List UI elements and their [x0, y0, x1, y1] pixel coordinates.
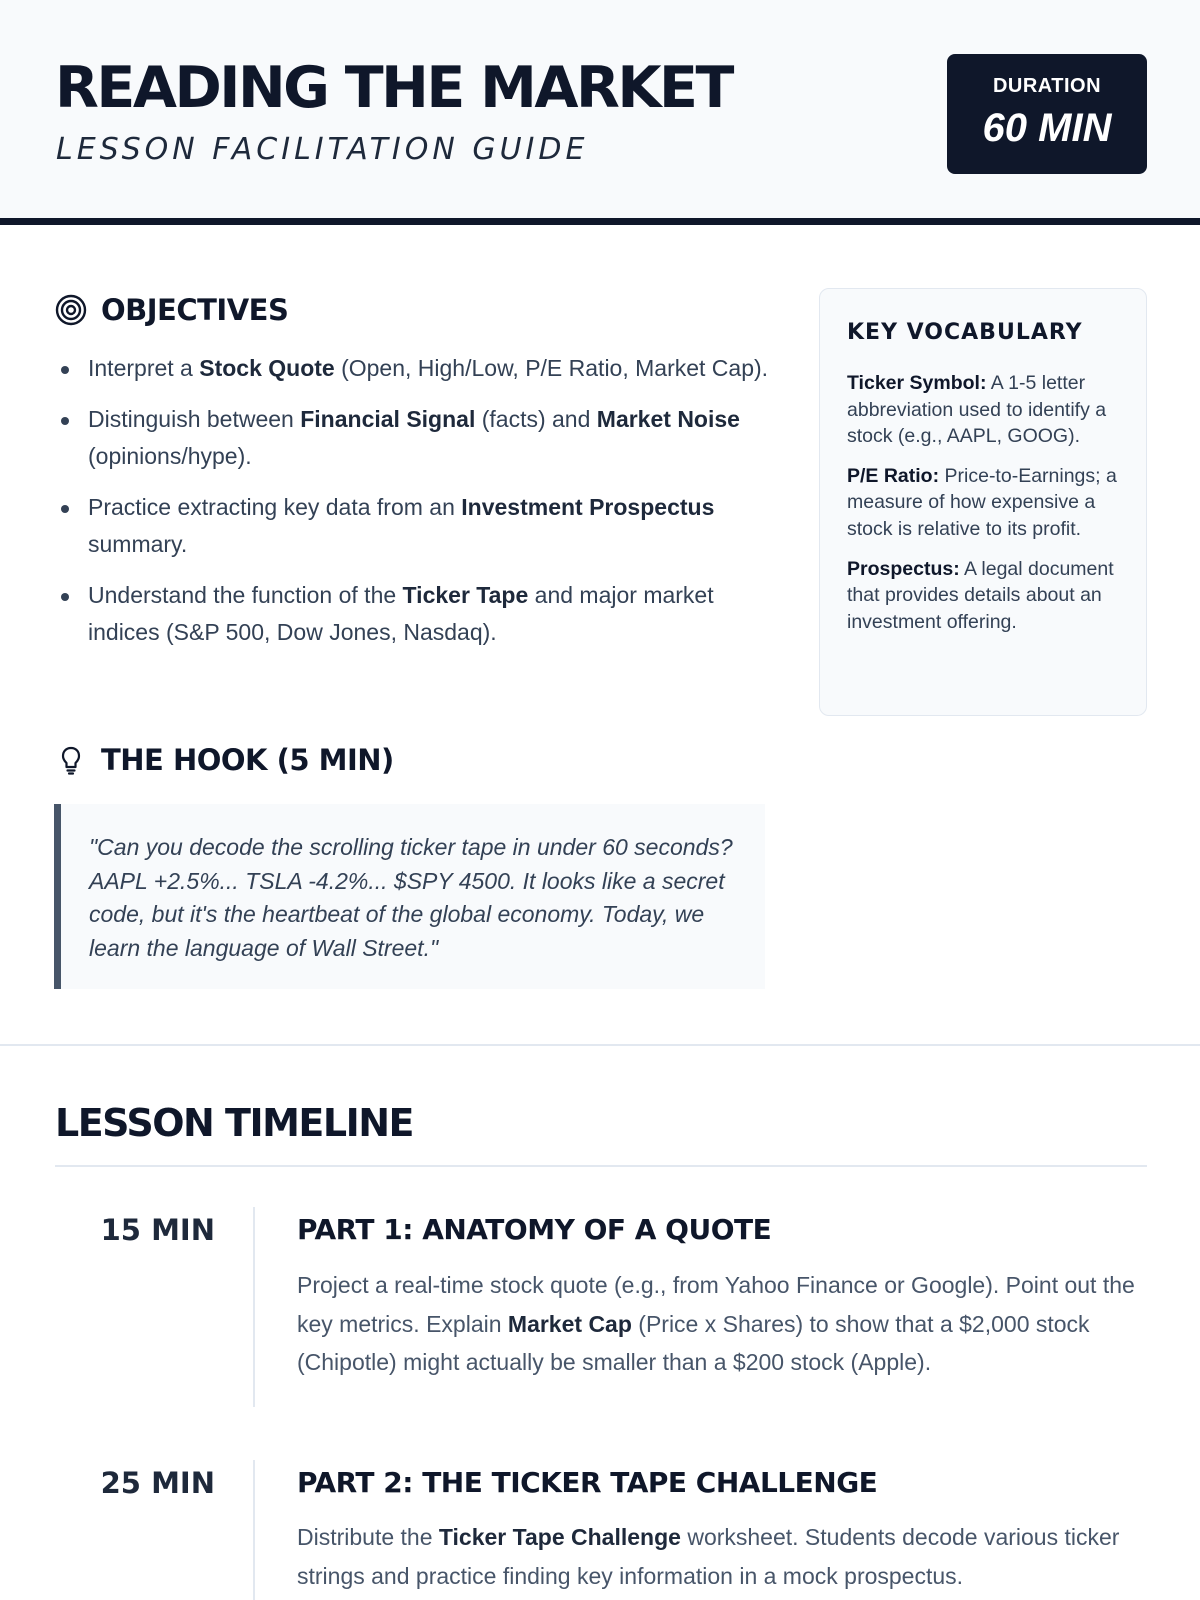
lightbulb-icon	[55, 744, 87, 776]
vocabulary-item	[847, 463, 1127, 543]
timeline-line	[253, 1460, 255, 1600]
objective-item	[55, 577, 775, 651]
timeline-line	[253, 1207, 255, 1407]
page-subtitle: LESSON FACILITATION GUIDE	[56, 132, 589, 167]
objectives-list	[55, 350, 775, 665]
section-divider	[0, 1044, 1200, 1046]
text-run: Understand the function of the	[88, 582, 403, 608]
hook-heading-label: THE HOOK (5 MIN)	[101, 743, 394, 777]
vocabulary-definition: A legal document that provides details about an investment offering.	[847, 557, 1114, 633]
timeline-time: 15 MIN	[100, 1213, 215, 1247]
vocabulary-item	[847, 370, 1127, 450]
objectives-heading-label: OBJECTIVES	[101, 293, 289, 327]
timeline-title: PART 2: THE TICKER TAPE CHALLENGE	[297, 1466, 878, 1499]
vocabulary-term: P/E Ratio:	[847, 464, 940, 487]
vocabulary-list	[847, 370, 1127, 648]
bold-term: Financial Signal	[300, 406, 476, 432]
bold-term: Investment Prospectus	[461, 494, 715, 520]
objective-item	[55, 350, 775, 387]
text-run: Interpret a	[88, 355, 200, 381]
vocabulary-card	[819, 288, 1147, 716]
vocabulary-definition: A 1-5 letter abbreviation used to identify a stock (e.g., AAPL, GOOG).	[847, 372, 1107, 448]
objective-item	[55, 401, 775, 475]
bold-term: Ticker Tape	[402, 582, 529, 608]
text-run: (Price x Shares) to show that a $2,000 stock (Chipotle) might actually be smaller than a $200 stock (Apple).	[297, 1310, 1090, 1375]
text-run: (facts) and	[475, 406, 597, 432]
hook-heading	[55, 742, 394, 778]
duration-label: DURATION	[992, 75, 1102, 97]
page-title: READING THE MARKET	[55, 55, 732, 121]
text-run: Project a real-time stock quote (e.g., from Yahoo Finance or Google). Point out the key metrics. Explain	[297, 1272, 1135, 1337]
page-header	[0, 0, 1200, 225]
text-run: worksheet. Students decode various ticker strings and practice finding key information in a mock prospectus.	[297, 1524, 1120, 1589]
vocabulary-term: Prospectus:	[847, 557, 960, 580]
objective-item	[55, 489, 775, 563]
vocabulary-heading: KEY VOCABULARY	[847, 320, 1083, 345]
text-run: Distinguish between	[88, 406, 301, 432]
vocabulary-term: Ticker Symbol:	[847, 372, 987, 394]
timeline-rule	[55, 1165, 1147, 1167]
timeline-title: PART 1: ANATOMY OF A QUOTE	[297, 1213, 772, 1246]
objectives-heading	[55, 292, 288, 328]
bold-term: Market Cap	[507, 1310, 632, 1337]
text-run: Practice extracting key data from an	[88, 494, 462, 520]
text-run: (opinions/hype).	[88, 443, 252, 469]
text-run: and major market indices (S&P 500, Dow Jones, Nasdaq).	[88, 582, 714, 645]
text-run: (Open, High/Low, P/E Ratio, Market Cap).	[334, 355, 769, 381]
timeline-heading: LESSON TIMELINE	[55, 1101, 413, 1145]
duration-value: 60 MIN	[982, 106, 1112, 150]
text-run: summary.	[88, 531, 188, 557]
vocabulary-definition: Price-to-Earnings; a measure of how expensive a stock is relative to its profit.	[847, 464, 1117, 540]
bold-term: Market Noise	[596, 406, 740, 432]
timeline-time: 25 MIN	[100, 1466, 215, 1500]
text-run: Distribute the	[297, 1524, 439, 1550]
hook-quote-box	[54, 804, 765, 989]
target-icon	[55, 294, 87, 326]
hook-quote: "Can you decode the scrolling ticker tape in under 60 seconds? AAPL +2.5%... TSLA -4.2%... $SPY 4500. It looks like a secret code, but it's the heartbeat of the global economy. Today, we learn the language of Wall Street."	[89, 834, 733, 961]
bold-term: Ticker Tape Challenge	[438, 1524, 681, 1550]
timeline-description	[297, 1518, 1142, 1595]
duration-badge	[947, 54, 1147, 174]
bold-term: Stock Quote	[199, 355, 335, 381]
vocabulary-item	[847, 556, 1127, 636]
timeline-description	[297, 1266, 1142, 1382]
